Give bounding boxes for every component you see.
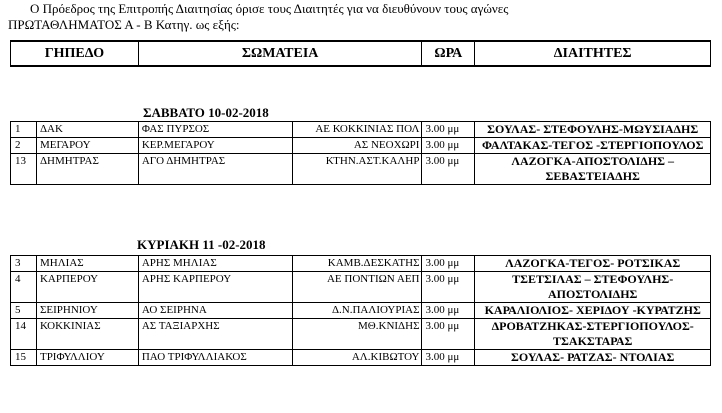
match-home-team: ΚΕΡ.ΜΕΓΑΡΟΥ (138, 138, 292, 154)
intro-line-2: ΠΡΩΤΑΘΛΗΜΑΤΟΣ Α - Β Κατηγ. ως εξής: (8, 17, 240, 32)
match-time: 3.00 μμ (422, 303, 475, 319)
match-time: 3.00 μμ (422, 138, 475, 154)
match-referees: ΣΟΥΛΑΣ- ΣΤΕΦΟΥΛΗΣ-ΜΩΥΣΙΑΔΗΣ (475, 122, 711, 138)
match-referees: ΛΑΖΟΓΚΑ-ΤΕΓΟΣ- ΡΟΤΣΙΚΑΣ (475, 256, 711, 272)
match-home-team: ΑΓΟ ΔΗΜΗΤΡΑΣ (138, 154, 292, 185)
match-home-team: ΑΡΗΣ ΜΗΛΙΑΣ (138, 256, 292, 272)
match-row (11, 319, 711, 350)
match-home-team: ΠΑΟ ΤΡΙΦΥΛΛΙΑΚΟΣ (138, 350, 292, 366)
match-venue: ΤΡΙΦΥΛΛΙΟΥ (36, 350, 138, 366)
match-time: 3.00 μμ (422, 154, 475, 185)
match-number: 14 (11, 319, 37, 350)
match-number: 15 (11, 350, 37, 366)
match-home-team: ΑΟ ΣΕΙΡΗΝΑ (138, 303, 292, 319)
match-home-team: ΦΑΣ ΠΥΡΣΟΣ (138, 122, 292, 138)
match-referees: ΚΑΡΑΛΙΟΛΙΟΣ- ΧΕΡΙΔΟΥ -ΚΥΡΑΤΖΗΣ (475, 303, 711, 319)
match-row (11, 154, 711, 185)
match-time: 3.00 μμ (422, 319, 475, 350)
day-heading-sunday: ΚΥΡΙΑΚΗ 11 -02-2018 (137, 237, 266, 252)
header-table (10, 40, 711, 67)
match-number: 2 (11, 138, 37, 154)
match-venue: ΚΑΡΠΕΡΟΥ (36, 272, 138, 303)
match-home-team: ΑΣ ΤΑΞΙΑΡΧΗΣ (138, 319, 292, 350)
match-row (11, 122, 711, 138)
match-away-team: ΚΑΜΒ.ΔΕΣΚΑΤΗΣ (292, 256, 422, 272)
schedule-table-saturday (10, 121, 711, 185)
match-venue: ΔΑΚ (36, 122, 138, 138)
match-number: 5 (11, 303, 37, 319)
match-time: 3.00 μμ (422, 272, 475, 303)
match-time: 3.00 μμ (422, 122, 475, 138)
match-referees: ΤΣΕΤΣΙΛΑΣ – ΣΤΕΦΟΥΛΗΣ-ΑΠΟΣΤΟΛΙΔΗΣ (475, 272, 711, 303)
match-away-team: ΜΘ.ΚΝΙΔΗΣ (292, 319, 422, 350)
match-row (11, 138, 711, 154)
match-venue: ΜΕΓΑΡΟΥ (36, 138, 138, 154)
intro-text (8, 1, 714, 33)
match-row (11, 256, 711, 272)
header-clubs: ΣΩΜΑΤΕΙΑ (138, 41, 422, 66)
match-time: 3.00 μμ (422, 350, 475, 366)
match-away-team: Δ.Ν.ΠΑΛΙΟΥΡΙΑΣ (292, 303, 422, 319)
match-referees: ΔΡΟΒΑΤΖΗΚΑΣ-ΣΤΕΡΓΙΟΠΟΥΛΟΣ-ΤΣΑΚΣΤΑΡΑΣ (475, 319, 711, 350)
header-venue: ΓΗΠΕΔΟ (11, 41, 139, 66)
header-row (11, 41, 711, 66)
match-away-team: ΑΕ ΚΟΚΚΙΝΙΑΣ ΠΟΛ (292, 122, 422, 138)
match-row (11, 350, 711, 366)
match-venue: ΚΟΚΚΙΝΙΑΣ (36, 319, 138, 350)
header-referees: ΔΙΑΙΤΗΤΕΣ (475, 41, 711, 66)
match-number: 1 (11, 122, 37, 138)
match-number: 13 (11, 154, 37, 185)
match-venue: ΜΗΛΙΑΣ (36, 256, 138, 272)
match-away-team: ΑΣ ΝΕΟΧΩΡΙ (292, 138, 422, 154)
match-time: 3.00 μμ (422, 256, 475, 272)
match-number: 3 (11, 256, 37, 272)
match-referees: ΣΟΥΛΑΣ- ΡΑΤΖΑΣ- ΝΤΟΛΙΑΣ (475, 350, 711, 366)
schedule-table-sunday (10, 255, 711, 366)
match-row (11, 303, 711, 319)
match-row (11, 272, 711, 303)
match-home-team: ΑΡΗΣ ΚΑΡΠΕΡΟΥ (138, 272, 292, 303)
match-referees: ΛΑΖΟΓΚΑ-ΑΠΟΣΤΟΛΙΔΗΣ –ΣΕΒΑΣΤΕΙΑΔΗΣ (475, 154, 711, 185)
day-heading-saturday: ΣΑΒΒΑΤΟ 10-02-2018 (143, 105, 269, 120)
header-time: ΩΡΑ (422, 41, 475, 66)
match-away-team: ΚΤΗΝ.ΑΣΤ.ΚΑΛΗΡ (292, 154, 422, 185)
match-away-team: ΑΕ ΠΟΝΤΙΩΝ ΑΕΠ (292, 272, 422, 303)
match-number: 4 (11, 272, 37, 303)
intro-line-1: Ο Πρόεδρος της Επιτροπής Διαιτησίας όρισε τους Διαιτητές για να διευθύνουν τους αγώνες (30, 1, 509, 16)
match-away-team: ΑΛ.ΚΙΒΩΤΟΥ (292, 350, 422, 366)
match-venue: ΔΗΜΗΤΡΑΣ (36, 154, 138, 185)
match-venue: ΣΕΙΡΗΝΙΟΥ (36, 303, 138, 319)
match-referees: ΦΑΛΤΑΚΑΣ-ΤΕΓΟΣ -ΣΤΕΡΓΙΟΠΟΥΛΟΣ (475, 138, 711, 154)
